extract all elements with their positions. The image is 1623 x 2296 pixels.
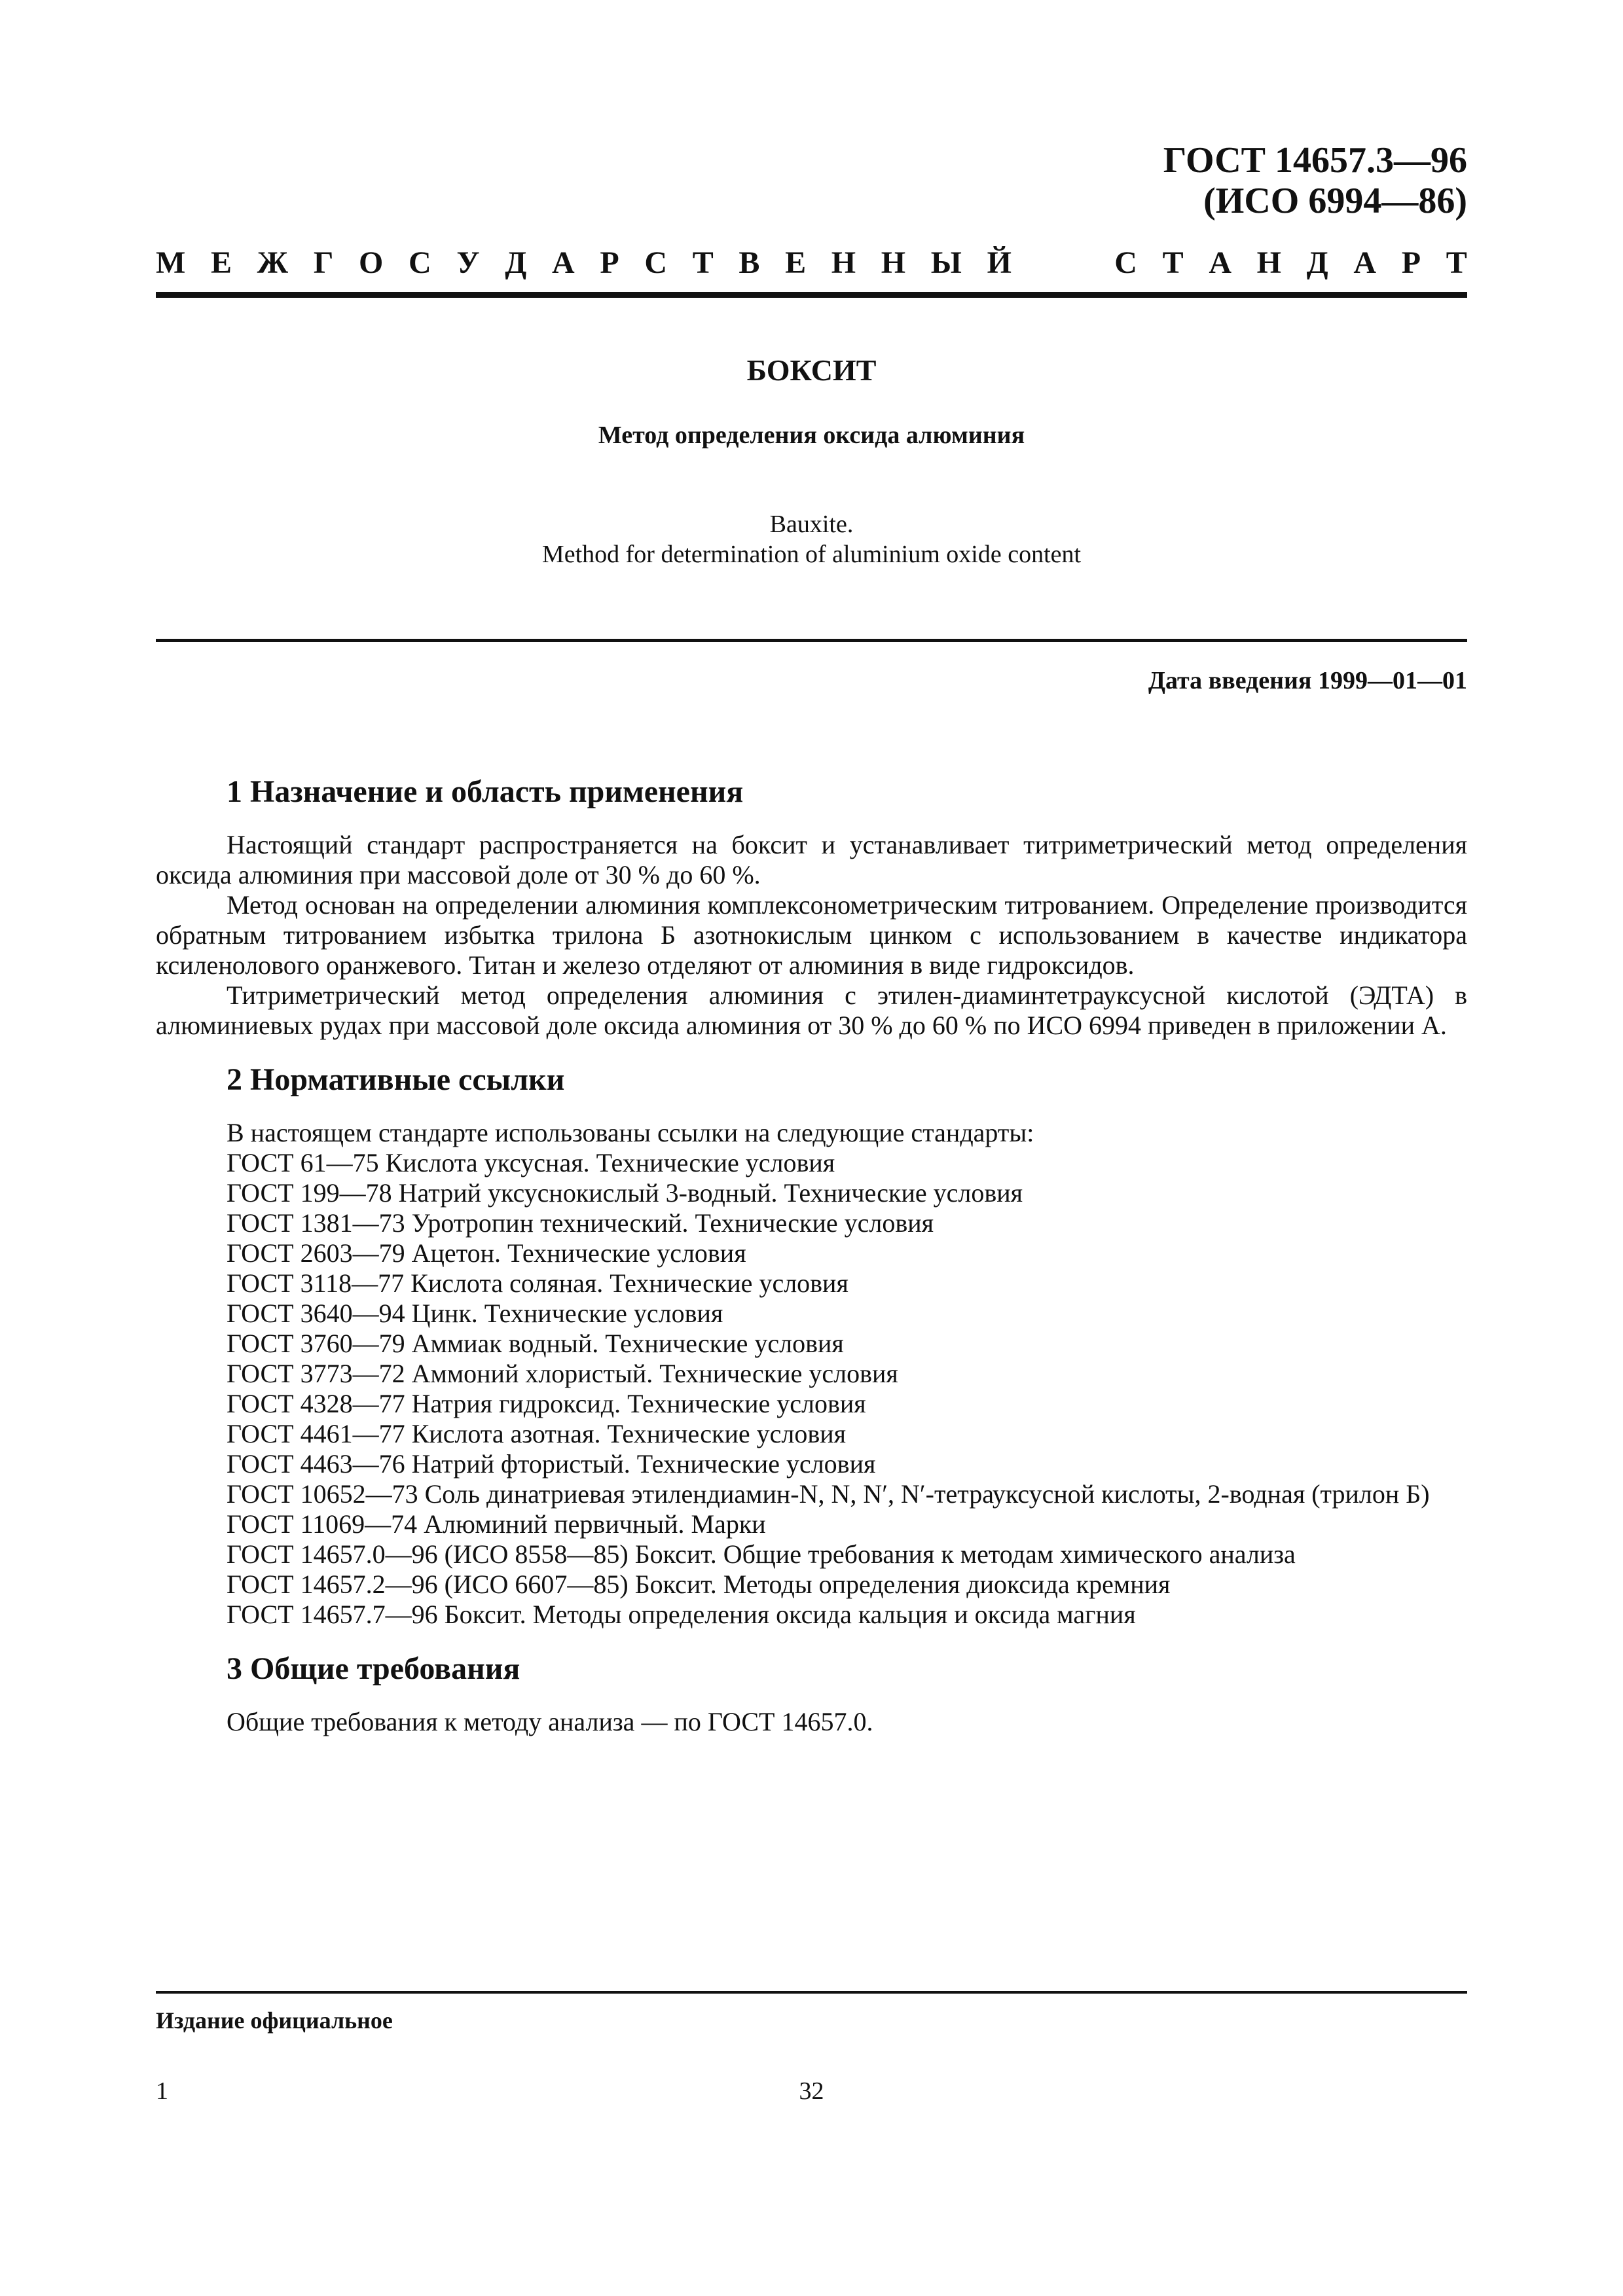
banner-letter: О bbox=[359, 245, 384, 280]
iso-number: (ИСО 6994—86) bbox=[1203, 181, 1467, 221]
banner-letter: Е bbox=[210, 245, 232, 280]
section-1-heading: 1 Назначение и область применения bbox=[227, 774, 744, 809]
official-edition-label: Издание официальное bbox=[156, 2007, 393, 2034]
banner-letter: Г bbox=[313, 245, 334, 280]
banner-letter: Т bbox=[692, 245, 714, 280]
reference-item: ГОСТ 2603—79 Ацетон. Технические условия bbox=[227, 1238, 746, 1268]
reference-item: ГОСТ 14657.7—96 Боксит. Методы определения оксида кальция и оксида магния bbox=[227, 1600, 1136, 1629]
banner-letter: С bbox=[409, 245, 431, 280]
banner-letter: А bbox=[552, 245, 575, 280]
section-2-heading: 2 Нормативные ссылки bbox=[227, 1062, 565, 1097]
spacer bbox=[156, 1041, 1467, 1060]
reference-item: ГОСТ 4328—77 Натрия гидроксид. Технические условия bbox=[227, 1389, 866, 1418]
document-body bbox=[156, 772, 1467, 1737]
footer-rule bbox=[156, 1991, 1467, 1994]
banner-letter: Т bbox=[1446, 245, 1467, 280]
english-title-line1: Bauxite. bbox=[769, 511, 854, 538]
reference-item: ГОСТ 61—75 Кислота уксусная. Технические условия bbox=[227, 1148, 835, 1177]
reference-item: ГОСТ 14657.0—96 (ИСО 8558—85) Боксит. Общие требования к методам химического анализа bbox=[227, 1539, 1296, 1569]
reference-item: ГОСТ 3640—94 Цинк. Технические условия bbox=[227, 1299, 723, 1328]
banner-letter: У bbox=[456, 245, 480, 280]
document-subtitle: Метод определения оксида алюминия bbox=[598, 422, 1025, 449]
banner-letter: С bbox=[1114, 245, 1137, 280]
spacer bbox=[156, 1630, 1467, 1649]
section-1-paragraph: Титриметрический метод определения алюминия с этилен-диаминтетрауксусной кислотой (ЭДТА) в алюминиевых рудах при массовой доле оксида алюминия от 30 % до 60 % по ИСО 6994 приведен в приложении А. bbox=[156, 980, 1467, 1040]
banner-letter: М bbox=[156, 245, 186, 280]
banner-letter: С bbox=[644, 245, 668, 280]
reference-item-wrapped: ГОСТ 10652—73 Соль динатриевая этилендиамин-N, N, N′, N′-тетрауксусной кислоты, 2-водная (трилон Б) bbox=[227, 1479, 1430, 1509]
banner-letter: Р bbox=[600, 245, 619, 280]
banner-letter: А bbox=[1209, 245, 1231, 280]
reference-item: ГОСТ 3760—79 Аммиак водный. Технические условия bbox=[227, 1329, 844, 1358]
normative-references-continued bbox=[227, 1509, 1467, 1630]
reference-item: ГОСТ 14657.2—96 (ИСО 6607—85) Боксит. Методы определения диоксида кремния bbox=[227, 1570, 1171, 1599]
reference-item: ГОСТ 11069—74 Алюминий первичный. Марки bbox=[227, 1509, 766, 1539]
banner-letter: Н bbox=[1256, 245, 1281, 280]
banner-letter: Р bbox=[1401, 245, 1421, 280]
reference-item: ГОСТ 4463—76 Натрий фтористый. Технические условия bbox=[227, 1449, 876, 1479]
banner-letter: Е bbox=[785, 245, 807, 280]
section-1-paragraph: Настоящий стандарт распространяется на боксит и устанавливает титриметрический метод определения оксида алюминия при массовой доле от 30 % до 60 %. bbox=[156, 830, 1467, 889]
page-number-center: 32 bbox=[799, 2077, 824, 2105]
normative-references bbox=[227, 1118, 1467, 1479]
banner-letter: Ы bbox=[930, 245, 962, 280]
section-3-text: Общие требования к методу анализа — по ГОСТ 14657.0. bbox=[227, 1707, 873, 1736]
reference-item: ГОСТ 3118—77 Кислота соляная. Технические условия bbox=[227, 1268, 848, 1298]
banner-letter: Й bbox=[987, 245, 1012, 280]
gost-number: ГОСТ 14657.3—96 bbox=[1163, 140, 1467, 181]
references-intro: В настоящем стандарте использованы ссылки на следующие стандарты: bbox=[227, 1118, 1034, 1147]
gost-designation bbox=[1163, 140, 1467, 221]
section-1-paragraph: Метод основан на определении алюминия комплексонометрическим титрованием. Определение производится обратным титрованием избытка трилона Б азотнокислым цинком с использованием в качестве индикатора ксиленолового оранжевого. Титан и железо отделяют от алюминия в виде гидроксидов. bbox=[156, 890, 1467, 980]
section-3-heading: 3 Общие требования bbox=[227, 1651, 520, 1686]
page-number-left: 1 bbox=[156, 2077, 168, 2105]
document-title: БОКСИТ bbox=[746, 353, 877, 387]
reference-item: ГОСТ 199—78 Натрий уксуснокислый 3-водный. Технические условия bbox=[227, 1178, 1023, 1208]
banner-letter: Ж bbox=[257, 245, 289, 280]
banner-letter: Н bbox=[831, 245, 856, 280]
english-title bbox=[156, 509, 1467, 569]
english-title-line2: Method for determination of aluminium oxide content bbox=[541, 541, 1082, 568]
title-divider bbox=[156, 639, 1467, 642]
reference-item: ГОСТ 1381—73 Уротропин технический. Технические условия bbox=[227, 1208, 934, 1238]
banner-word-gap bbox=[1037, 243, 1089, 283]
introduction-date: Дата введения 1999—01—01 bbox=[1148, 667, 1467, 694]
reference-item: ГОСТ 3773—72 Аммоний хлористый. Технические условия bbox=[227, 1359, 898, 1388]
banner-letter: Д bbox=[1306, 245, 1328, 280]
banner-letter: А bbox=[1353, 245, 1377, 280]
reference-item: ГОСТ 4461—77 Кислота азотная. Технические условия bbox=[227, 1419, 847, 1448]
banner-letter: Н bbox=[881, 245, 906, 280]
header-rule bbox=[156, 292, 1467, 298]
interstate-standard-banner bbox=[156, 243, 1467, 283]
banner-letter: В bbox=[739, 245, 760, 280]
banner-letter: Д bbox=[505, 245, 527, 280]
banner-letter: Т bbox=[1162, 245, 1184, 280]
